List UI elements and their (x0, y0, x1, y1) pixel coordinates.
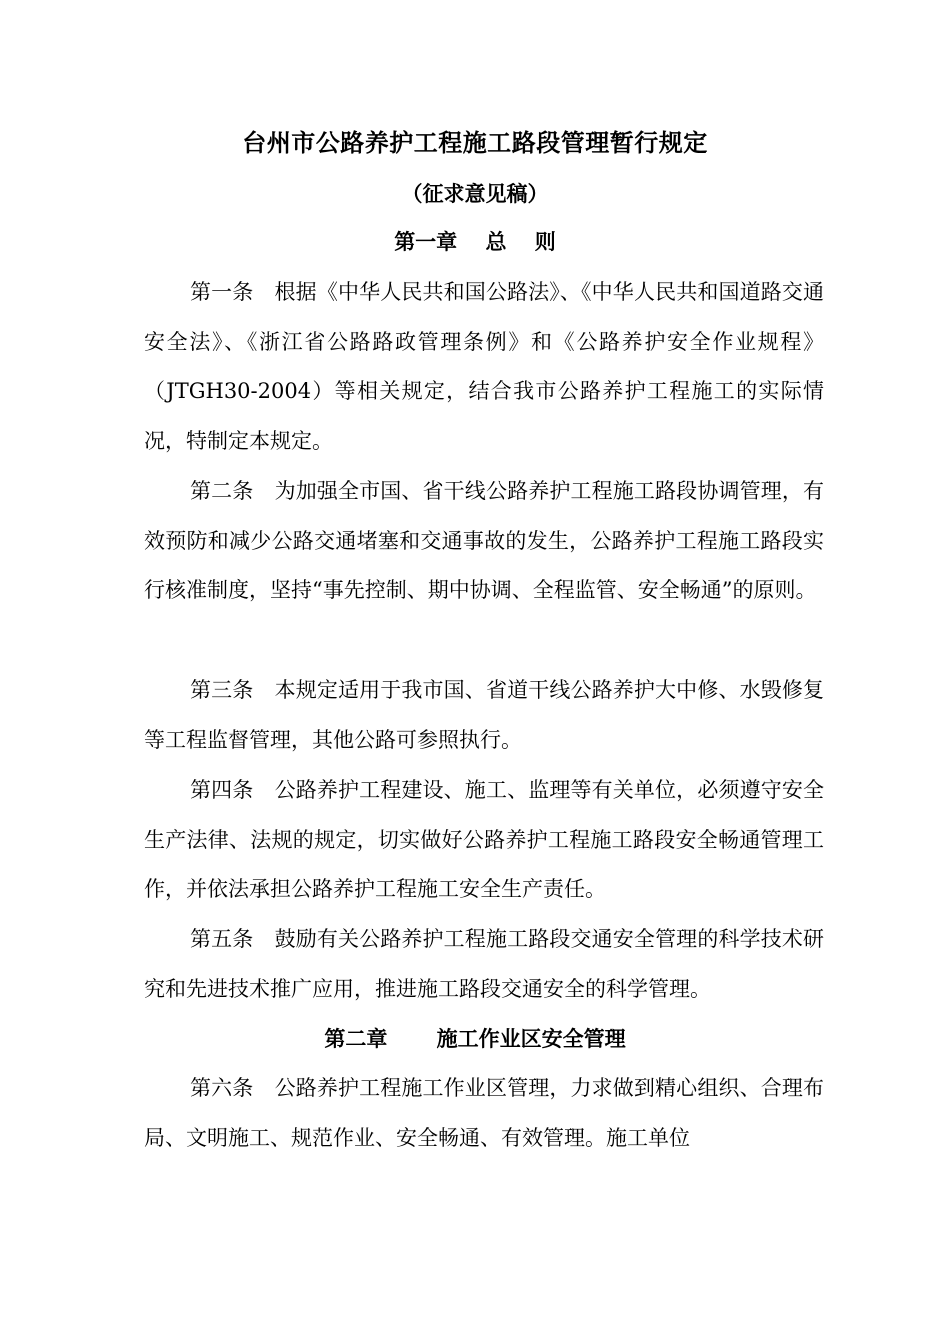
article-text: 本规定适用于我市国、省道干线公路养护大中修、水毁修复等工程监督管理，其他公路可参照执行。 (144, 678, 825, 752)
article-number: 第三条 (190, 678, 275, 702)
document-subtitle: （征求意见稿） (401, 181, 549, 206)
article-text: 根据《中华人民共和国公路法》、《中华人民共和国道路交通安全法》、《浙江省公路路政管理条例》和《公路养护安全作业规程》（JTGH30-2004）等相关规定，结合我市公路养护工程施工的实际情况，特制定本规定。 (144, 280, 825, 453)
article-paragraph (144, 915, 824, 1014)
article-text: 鼓励有关公路养护工程施工路段交通安全管理的科学技术研究和先进技术推广应用，推进施工路段交通安全的科学管理。 (144, 927, 825, 1001)
article-number: 第六条 (190, 1076, 275, 1100)
article-number: 第五条 (190, 927, 275, 951)
article-paragraph (144, 666, 824, 765)
article-number: 第一条 (190, 280, 275, 304)
article-text: 公路养护工程施工作业区管理，力求做到精心组织、合理布局、文明施工、规范作业、安全畅通、有效管理。施工单位 (144, 1076, 825, 1150)
article-paragraph (144, 1064, 824, 1163)
article-text: 为加强全市国、省干线公路养护工程施工路段协调管理，有效预防和减少公路交通堵塞和交通事故的发生，公路养护工程施工路段实行核准制度，坚持“事先控制、期中协调、全程监管、安全畅通”的原则。 (144, 479, 825, 602)
article-number: 第二条 (190, 479, 275, 503)
document-title: 台州市公路养护工程施工路段管理暂行规定 (242, 128, 708, 157)
chapter-heading: 第一章 总 则 (394, 229, 556, 254)
article-paragraph (144, 766, 824, 915)
chapter-heading: 第二章 施工作业区安全管理 (324, 1026, 626, 1051)
article-number: 第四条 (190, 778, 275, 802)
article-paragraph (144, 467, 824, 616)
article-text: 公路养护工程建设、施工、监理等有关单位，必须遵守安全生产法律、法规的规定，切实做好公路养护工程施工路段安全畅通管理工作，并依法承担公路养护工程施工安全生产责任。 (144, 778, 825, 901)
article-paragraph (144, 268, 824, 466)
